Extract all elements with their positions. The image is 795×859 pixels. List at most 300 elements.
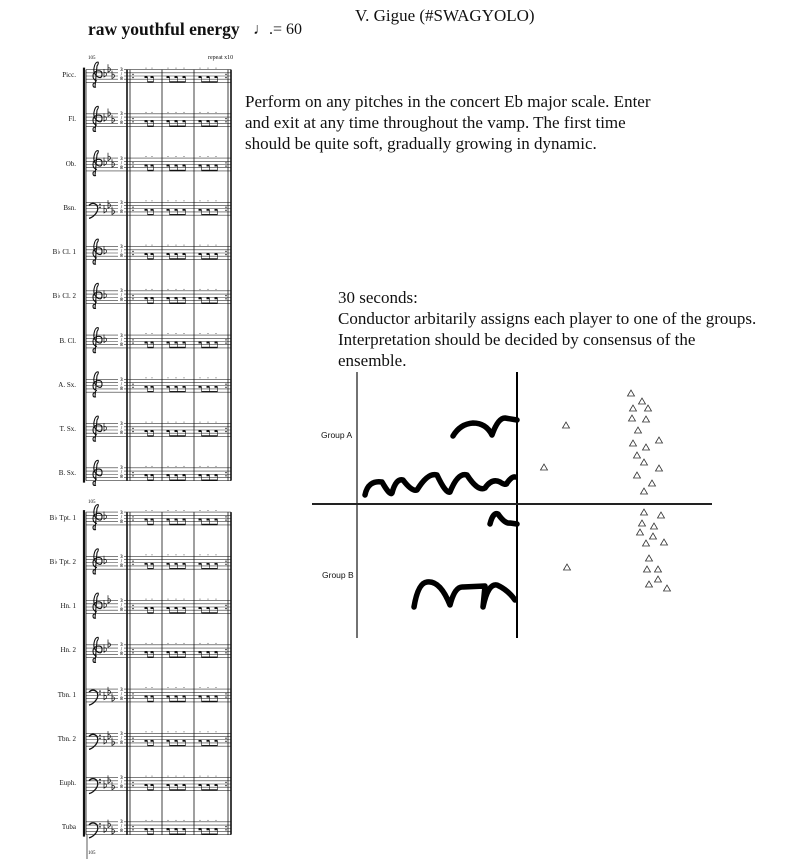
triangle-icon (629, 415, 636, 421)
triangle-icon (650, 533, 657, 539)
note-head (175, 209, 178, 211)
treble-clef-icon (93, 62, 102, 87)
repeat-dot (225, 383, 226, 384)
note-head (175, 342, 178, 344)
repeat-dot (132, 608, 133, 609)
note-head (167, 342, 170, 344)
note-head (183, 519, 186, 521)
treble-clef-icon (93, 372, 102, 397)
note-head (207, 386, 210, 388)
repeat-dot (132, 652, 133, 653)
note-head (215, 828, 218, 830)
tempo-value: = 60 (273, 21, 303, 38)
staccato-mark (184, 776, 185, 777)
staff (86, 200, 231, 218)
staccato-mark (152, 156, 153, 157)
note-head (145, 474, 148, 476)
time-signature: 3/8 (119, 333, 124, 347)
staccato-mark (200, 200, 201, 201)
triangle-icon (643, 444, 650, 450)
triangle-icon (643, 540, 650, 546)
repeat-dot (225, 431, 226, 432)
staccato-mark (146, 643, 147, 644)
flat-icon (112, 738, 115, 746)
repeat-dot (225, 165, 226, 166)
flat-icon (108, 153, 111, 161)
staccato-mark (146, 422, 147, 423)
staccato-mark (146, 289, 147, 290)
staccato-mark (184, 422, 185, 423)
staccato-mark (168, 466, 169, 467)
staccato-mark (152, 510, 153, 511)
note-head (145, 209, 148, 211)
treble-clef-icon (93, 505, 102, 530)
note-head (175, 120, 178, 122)
note-head (215, 120, 218, 122)
repeat-dot (225, 608, 226, 609)
triangle-icon (639, 520, 646, 526)
repeat-dot (225, 77, 226, 78)
staccato-mark (184, 333, 185, 334)
triangle-icon (630, 405, 637, 411)
staccato-mark (208, 643, 209, 644)
repeat-dot (225, 295, 226, 296)
staccato-mark (200, 333, 201, 334)
flat-icon (108, 64, 111, 72)
staccato-mark (176, 466, 177, 467)
staccato-mark (200, 820, 201, 821)
note-head (199, 297, 202, 299)
note-head (183, 76, 186, 78)
note-head (215, 430, 218, 432)
note-head (199, 120, 202, 122)
time-signature: 3/8 (119, 289, 124, 303)
staccato-mark (176, 731, 177, 732)
note-head (207, 430, 210, 432)
note-head (175, 563, 178, 565)
staccato-mark (176, 156, 177, 157)
triangle-icon (655, 566, 662, 572)
repeat-dot (132, 165, 133, 166)
staff (86, 505, 231, 530)
bass-clef-dot (99, 207, 101, 209)
note-head (215, 696, 218, 698)
staccato-mark (184, 200, 185, 201)
note-head (215, 563, 218, 565)
note-head (175, 297, 178, 299)
note-head (215, 386, 218, 388)
staff (86, 731, 231, 749)
bass-clef-dot (99, 735, 101, 737)
instrument-label: Hn. 1 (60, 602, 76, 610)
repeat-dot (225, 121, 226, 122)
flat-icon (108, 731, 111, 739)
staff (86, 549, 231, 574)
staccato-mark (176, 687, 177, 688)
staff (86, 283, 231, 308)
repeat-dot (225, 428, 226, 429)
bass-clef-dot (99, 204, 101, 206)
repeat-dot (225, 564, 226, 565)
time-signature: 3/8 (119, 68, 124, 82)
staccato-mark (152, 776, 153, 777)
staff (86, 106, 231, 131)
note-head (207, 828, 210, 830)
note-head (199, 386, 202, 388)
staccato-mark (146, 599, 147, 600)
repeat-dot (225, 516, 226, 517)
group-a-label: Group A (321, 430, 353, 440)
staccato-mark (200, 599, 201, 600)
note-head (207, 342, 210, 344)
repeat-dot (132, 162, 133, 163)
note-head (151, 740, 154, 742)
treble-clef-icon (93, 283, 102, 308)
triangle-icon (564, 564, 571, 570)
staccato-mark (216, 289, 217, 290)
staccato-mark (168, 687, 169, 688)
staccato-mark (176, 245, 177, 246)
repeat-dot (132, 251, 133, 252)
note-head (151, 563, 154, 565)
time-signature: 3/8 (119, 687, 124, 701)
staccato-mark (146, 510, 147, 511)
staccato-mark (216, 820, 217, 821)
repeat-dot (225, 826, 226, 827)
staccato-mark (208, 68, 209, 69)
triangle-icon (649, 480, 656, 486)
staccato-mark (152, 112, 153, 113)
vamp-instructions: Perform on any pitches in the concert Eb major scale. Enter and exit at any time throughout the vamp. The first time should be quite soft, gradually growing in dynamic. (245, 92, 651, 153)
staccato-mark (176, 776, 177, 777)
staccato-mark (208, 245, 209, 246)
instrument-label: Tuba (61, 823, 76, 832)
treble-clef-icon (93, 460, 102, 485)
note-head (183, 253, 186, 255)
note-head (207, 120, 210, 122)
repeat-dot (132, 564, 133, 565)
staccato-mark (216, 599, 217, 600)
note-head (183, 651, 186, 653)
repeat-dot (225, 785, 226, 786)
staccato-mark (216, 687, 217, 688)
note-head (207, 784, 210, 786)
note-head (151, 696, 154, 698)
staccato-mark (146, 466, 147, 467)
note-head (145, 651, 148, 653)
staccato-mark (216, 377, 217, 378)
instrument-label: Ob. (65, 159, 76, 168)
staccato-mark (200, 156, 201, 157)
note-head (207, 651, 210, 653)
note-head (145, 253, 148, 255)
staccato-mark (146, 333, 147, 334)
note-head (151, 342, 154, 344)
staccato-mark (184, 554, 185, 555)
repeat-dot (225, 342, 226, 343)
note-head (167, 253, 170, 255)
note-head (167, 297, 170, 299)
repeat-dot (132, 431, 133, 432)
staccato-mark (200, 466, 201, 467)
repeat-dot (225, 696, 226, 697)
note-head (175, 828, 178, 830)
note-head (215, 784, 218, 786)
flat-icon (112, 159, 115, 167)
note-head (175, 696, 178, 698)
staccato-mark (176, 422, 177, 423)
repeat-dot (132, 74, 133, 75)
staccato-mark (152, 422, 153, 423)
note-head (151, 430, 154, 432)
repeat-dot (132, 826, 133, 827)
triangle-icon (661, 539, 668, 545)
repeat-dot (132, 516, 133, 517)
triangle-icon (646, 581, 653, 587)
time-signature: 3/8 (119, 466, 124, 480)
staccato-mark (208, 820, 209, 821)
note-head (199, 563, 202, 565)
time-signature: 3/8 (119, 245, 124, 259)
note-head (167, 828, 170, 830)
instrument-label: B♭ Tpt. 1 (49, 513, 76, 522)
treble-clef-icon (93, 151, 102, 176)
flat-icon (108, 775, 111, 783)
repeat-instruction: repeat x10 (208, 55, 234, 61)
staccato-mark (152, 333, 153, 334)
staccato-mark (176, 643, 177, 644)
note-head (167, 740, 170, 742)
note-head (175, 386, 178, 388)
staccato-mark (208, 156, 209, 157)
note-head (215, 209, 218, 211)
note-head (145, 563, 148, 565)
note-head (215, 253, 218, 255)
time-signature: 3/8 (119, 776, 124, 790)
staccato-mark (168, 289, 169, 290)
staccato-mark (216, 776, 217, 777)
repeat-dot (132, 475, 133, 476)
note-head (175, 740, 178, 742)
repeat-dot (132, 298, 133, 299)
staccato-mark (200, 289, 201, 290)
note-head (151, 253, 154, 255)
triangle-icon (541, 464, 548, 470)
instrument-label: B. Cl. (59, 336, 76, 345)
note-head (175, 430, 178, 432)
staccato-mark (216, 68, 217, 69)
staccato-mark (146, 200, 147, 201)
bass-clef-dot (99, 693, 101, 695)
repeat-dot (132, 649, 133, 650)
repeat-dot (132, 785, 133, 786)
staccato-mark (184, 466, 185, 467)
note-head (175, 519, 178, 521)
staccato-mark (216, 156, 217, 157)
bass-clef-dot (99, 690, 101, 692)
staff (86, 328, 231, 353)
note-head (145, 784, 148, 786)
rehearsal-mark: 105 (88, 500, 96, 505)
flat-icon (112, 782, 115, 790)
note-head (145, 120, 148, 122)
note-head (175, 474, 178, 476)
note-head (145, 165, 148, 167)
note-head (207, 474, 210, 476)
bass-clef-dot (99, 779, 101, 781)
note-head (145, 740, 148, 742)
staccato-mark (168, 112, 169, 113)
note-head (175, 253, 178, 255)
note-head (199, 696, 202, 698)
staccato-mark (200, 510, 201, 511)
staccato-mark (152, 200, 153, 201)
note-head (145, 430, 148, 432)
squiggle-gesture (365, 475, 515, 495)
staccato-mark (168, 554, 169, 555)
staccato-mark (168, 156, 169, 157)
triangle-icon (651, 523, 658, 529)
staccato-mark (176, 200, 177, 201)
note-head (151, 297, 154, 299)
time-signature: 3/8 (119, 422, 124, 436)
staccato-mark (200, 643, 201, 644)
repeat-dot (225, 519, 226, 520)
repeat-dot (132, 342, 133, 343)
note-head (199, 253, 202, 255)
staccato-mark (216, 466, 217, 467)
note-head (151, 76, 154, 78)
instrument-label: Tbn. 1 (57, 690, 76, 699)
triangle-icon (630, 440, 637, 446)
flat-icon (108, 200, 111, 208)
note-head (183, 342, 186, 344)
treble-clef-icon (93, 106, 102, 131)
repeat-dot (225, 782, 226, 783)
triangle-icon (641, 459, 648, 465)
staccato-mark (168, 820, 169, 821)
triangle-icon (646, 555, 653, 561)
staccato-mark (146, 245, 147, 246)
note-head (183, 784, 186, 786)
triangle-icon (635, 427, 642, 433)
note-head (199, 474, 202, 476)
staccato-mark (184, 245, 185, 246)
staff (86, 416, 231, 441)
note-head (215, 519, 218, 521)
repeat-dot (132, 605, 133, 606)
note-head (167, 696, 170, 698)
note-head (167, 651, 170, 653)
staccato-mark (168, 200, 169, 201)
staccato-mark (200, 554, 201, 555)
staff (86, 151, 231, 176)
staccato-mark (216, 422, 217, 423)
repeat-dot (132, 737, 133, 738)
time-signature: 3/8 (119, 599, 124, 613)
repeat-dot (132, 741, 133, 742)
staccato-mark (208, 377, 209, 378)
note-head (215, 607, 218, 609)
squiggle-gesture (453, 418, 517, 436)
note-head (175, 165, 178, 167)
note-head (183, 297, 186, 299)
staccato-mark (168, 245, 169, 246)
repeat-dot (132, 206, 133, 207)
staccato-mark (176, 333, 177, 334)
note-head (151, 120, 154, 122)
note-head (183, 120, 186, 122)
note-head (183, 740, 186, 742)
flat-icon (112, 115, 115, 123)
note-head (167, 76, 170, 78)
note-head (167, 165, 170, 167)
note-head (145, 607, 148, 609)
note-head (215, 297, 218, 299)
staccato-mark (176, 554, 177, 555)
staff (86, 593, 231, 618)
staccato-mark (176, 820, 177, 821)
flat-icon (108, 595, 111, 603)
staccato-mark (184, 599, 185, 600)
note-head (199, 76, 202, 78)
staccato-mark (184, 643, 185, 644)
time-signature: 3/8 (119, 112, 124, 126)
staccato-mark (216, 333, 217, 334)
staccato-mark (184, 510, 185, 511)
staccato-mark (184, 377, 185, 378)
staccato-mark (146, 731, 147, 732)
repeat-dot (225, 254, 226, 255)
staccato-mark (152, 68, 153, 69)
note-head (183, 386, 186, 388)
repeat-dot (225, 210, 226, 211)
staccato-mark (168, 776, 169, 777)
staccato-mark (152, 377, 153, 378)
triangle-icon (634, 452, 641, 458)
bass-clef-dot (99, 823, 101, 825)
staccato-mark (168, 422, 169, 423)
note-head (151, 165, 154, 167)
note-head (183, 828, 186, 830)
staccato-mark (176, 377, 177, 378)
time-signature: 3/8 (119, 510, 124, 524)
staccato-mark (208, 289, 209, 290)
note-head (215, 342, 218, 344)
note-head (215, 474, 218, 476)
staccato-mark (184, 68, 185, 69)
triangle-icon (628, 390, 635, 396)
staccato-mark (168, 599, 169, 600)
staccato-mark (208, 731, 209, 732)
instrument-label: Bsn. (63, 203, 76, 212)
note-head (151, 784, 154, 786)
note-head (199, 828, 202, 830)
staccato-mark (146, 112, 147, 113)
staccato-mark (184, 112, 185, 113)
note-head (167, 607, 170, 609)
staff (86, 637, 231, 662)
repeat-dot (225, 339, 226, 340)
staccato-mark (176, 68, 177, 69)
note-head (145, 342, 148, 344)
note-head (167, 784, 170, 786)
note-head (167, 386, 170, 388)
repeat-dot (225, 605, 226, 606)
note-head (199, 607, 202, 609)
staccato-mark (146, 156, 147, 157)
staccato-mark (208, 333, 209, 334)
